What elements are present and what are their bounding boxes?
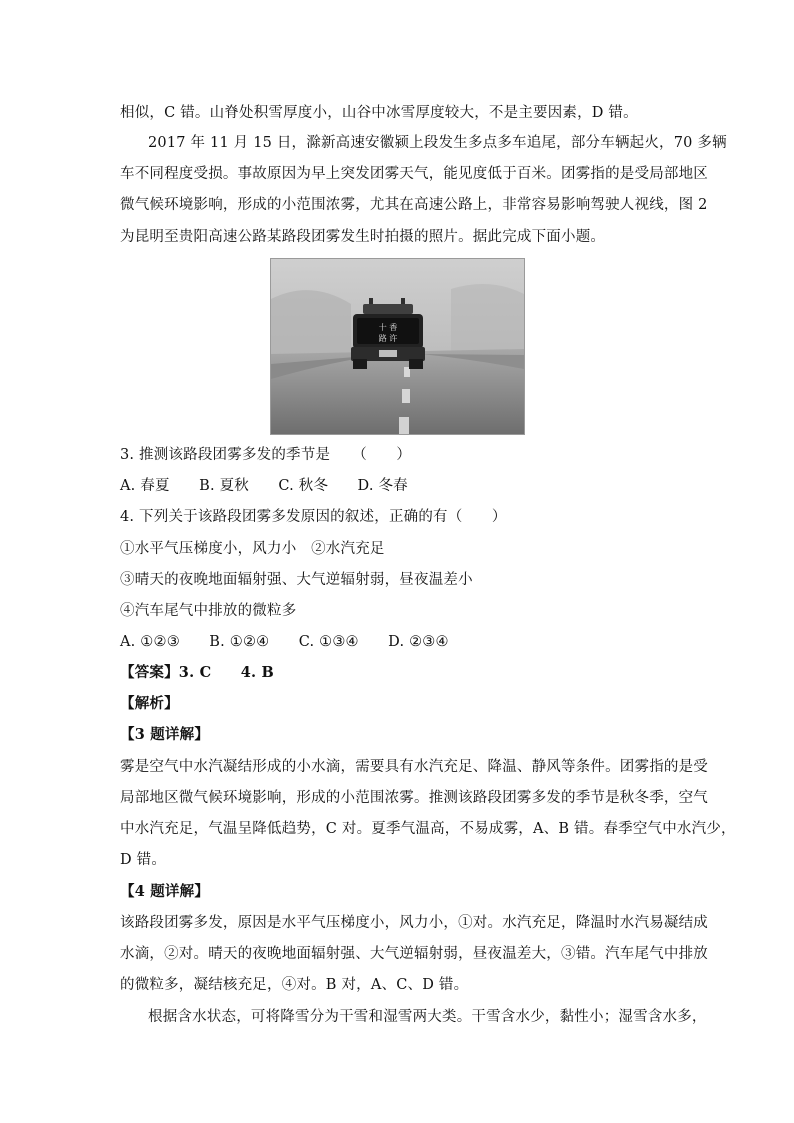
question3-stem: 3. 推测该路段团雾多发的季节是 （ ）	[120, 447, 412, 463]
answer-line: 【答案】3. C 4. B	[120, 664, 274, 681]
analysis-line: 中水汽充足，气温呈降低趋势，C 对。夏季气温高，不易成雾，A、B 错。春季空气中水汽少，	[120, 821, 736, 837]
question4-item: ①水平气压梯度小，风力小 ②水汽充足	[120, 541, 385, 557]
analysis-line: 水滴，②对。晴天的夜晚地面辐射强、大气逆辐射弱，昼夜温差大，③错。汽车尾气中排放	[120, 946, 708, 962]
question4-options: A. ①②③ B. ①②④ C. ①③④ D. ②③④	[120, 634, 449, 650]
vehicle-sign-top: 十 香	[378, 323, 398, 332]
analysis-line: 雾是空气中水汽凝结形成的小水滴，需要具有水汽充足、降温、静风等条件。团雾指的是受	[120, 759, 708, 775]
fog-highway-photo	[270, 258, 525, 435]
passage-line: 2017 年 11 月 15 日，滁新高速安徽颍上段发生多点多车追尾，部分车辆起火，70 多辆	[148, 135, 727, 151]
passage-line: 为昆明至贵阳高速公路某路段团雾发生时拍摄的照片。据此完成下面小题。	[120, 229, 606, 245]
analysis-line: 该路段团雾多发，原因是水平气压梯度小，风力小，①对。水汽充足，降温时水汽易凝结成	[120, 915, 708, 931]
text-line: 根据含水状态，可将降雪分为干雪和湿雪两大类。干雪含水少，黏性小；湿雪含水多，	[148, 1009, 707, 1025]
question3-options: A. 春夏 B. 夏秋 C. 秋冬 D. 冬春	[120, 478, 408, 494]
passage-line: 车不同程度受损。事故原因为早上突发团雾天气，能见度低于百米。团雾指的是受局部地区	[120, 166, 708, 182]
text-line: 相似，C 错。山脊处积雪厚度小，山谷中冰雪厚度较大，不是主要因素，D 错。	[120, 105, 638, 121]
q4-detail-heading: 【4 题详解】	[120, 883, 210, 900]
question4-item: ③晴天的夜晚地面辐射强、大气逆辐射弱，昼夜温差小	[120, 572, 473, 588]
passage-line: 微气候环境影响，形成的小范围浓雾，尤其在高速公路上，非常容易影响驾驶人视线，图 2	[120, 197, 708, 213]
q3-detail-heading: 【3 题详解】	[120, 726, 210, 743]
vehicle-sign-bottom: 路 许	[378, 334, 398, 343]
question4-item: ④汽车尾气中排放的微粒多	[120, 603, 297, 619]
analysis-line: 局部地区微气候环境影响，形成的小范围浓雾。推测该路段团雾多发的季节是秋冬季，空气	[120, 790, 708, 806]
question4-stem: 4. 下列关于该路段团雾多发原因的叙述，正确的有（ ）	[120, 509, 507, 525]
analysis-line: D 错。	[120, 852, 167, 868]
analysis-line: 的微粒多，凝结核充足，④对。B 对，A、C、D 错。	[120, 977, 469, 993]
analysis-heading: 【解析】	[120, 695, 179, 712]
